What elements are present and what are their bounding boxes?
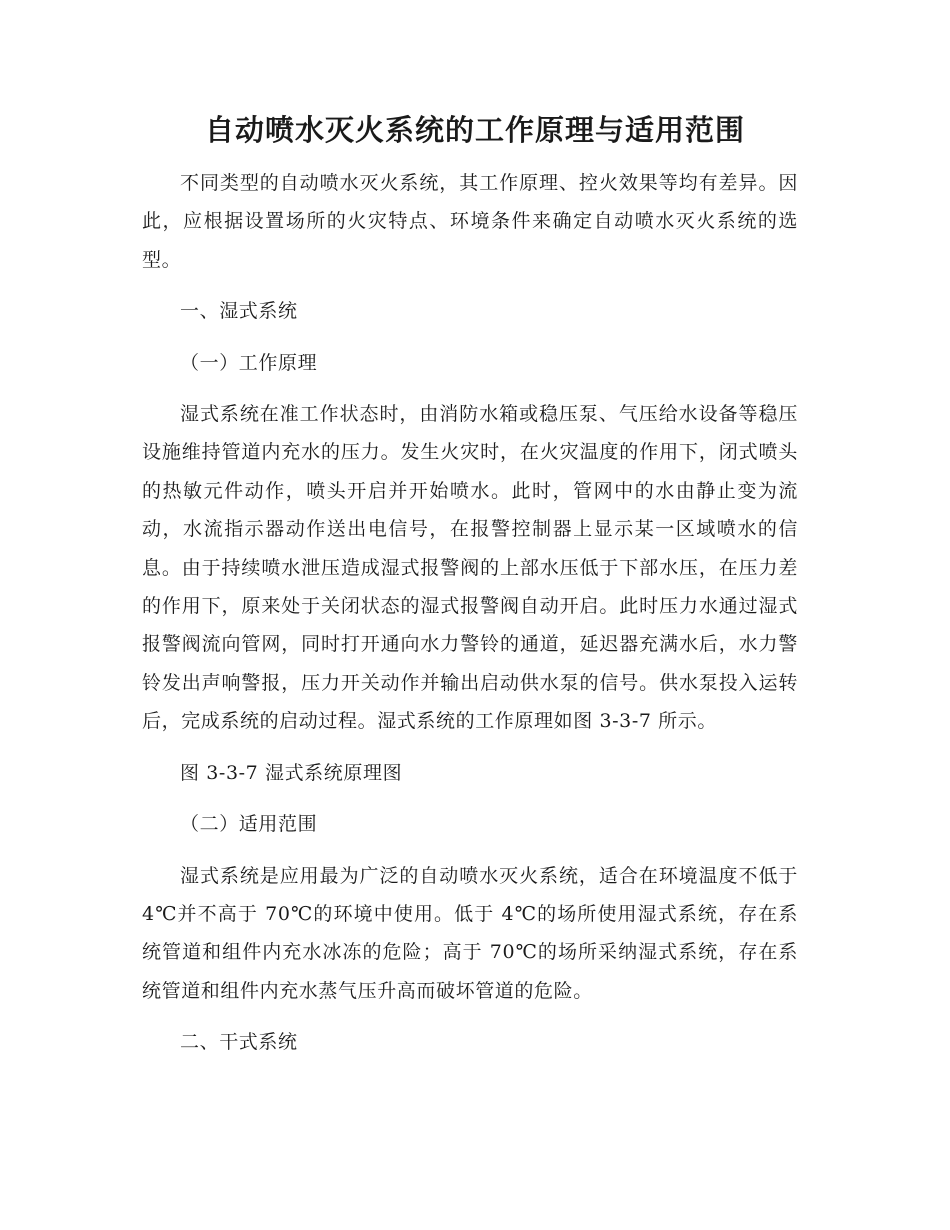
subsection-heading-working-principle: （一）工作原理 [180, 351, 318, 374]
figure-caption: 图 3-3-7 湿式系统原理图 [180, 761, 403, 784]
working-principle-paragraph: 湿式系统在准工作状态时，由消防水箱或稳压泵、气压给水设备等稳压设施维持管道内充水的压力。发生火灾时，在火灾温度的作用下，闭式喷头的热敏元件动作，喷头开启并开始喷水。此时，管网中的水由静止变为流动，水流指示器动作送出电信号，在报警控制器上显示某一区域喷水的信息。由于持续喷水泄压造成湿式报警阀的上部水压低于下部水压，在压力差的作用下，原来处于关闭状态的湿式报警阀自动开启。此时压力水通过湿式报警阀流向管网，同时打开通向水力警铃的通道，延迟器充满水后，水力警铃发出声响警报，压力开关动作并输出启动供水泵的信号。供水泵投入运转后，完成系统的启动过程。湿式系统的工作原理如图 3-3-7 所示。 [142, 403, 798, 733]
document-body [142, 164, 798, 1062]
subsection-heading-scope: （二）适用范围 [180, 813, 318, 836]
section-heading-wet-system: 一、湿式系统 [180, 300, 298, 323]
document-title: 自动喷水灭火系统的工作原理与适用范围 [204, 113, 745, 147]
section-heading-dry-system: 二、干式系统 [180, 1031, 298, 1054]
scope-paragraph: 湿式系统是应用最为广泛的自动喷水灭火系统，适合在环境温度不低于 4℃并不高于 70℃的环境中使用。低于 4℃的场所使用湿式系统，存在系统管道和组件内充水冰冻的危险；高于 70℃的场所采纳湿式系统，存在系统管道和组件内充水蒸气压升高而破坏管道的危险。 [142, 864, 798, 1002]
intro-paragraph: 不同类型的自动喷水灭火系统，其工作原理、控火效果等均有差异。因此，应根据设置场所的火灾特点、环境条件来确定自动喷水灭火系统的选型。 [142, 172, 798, 271]
